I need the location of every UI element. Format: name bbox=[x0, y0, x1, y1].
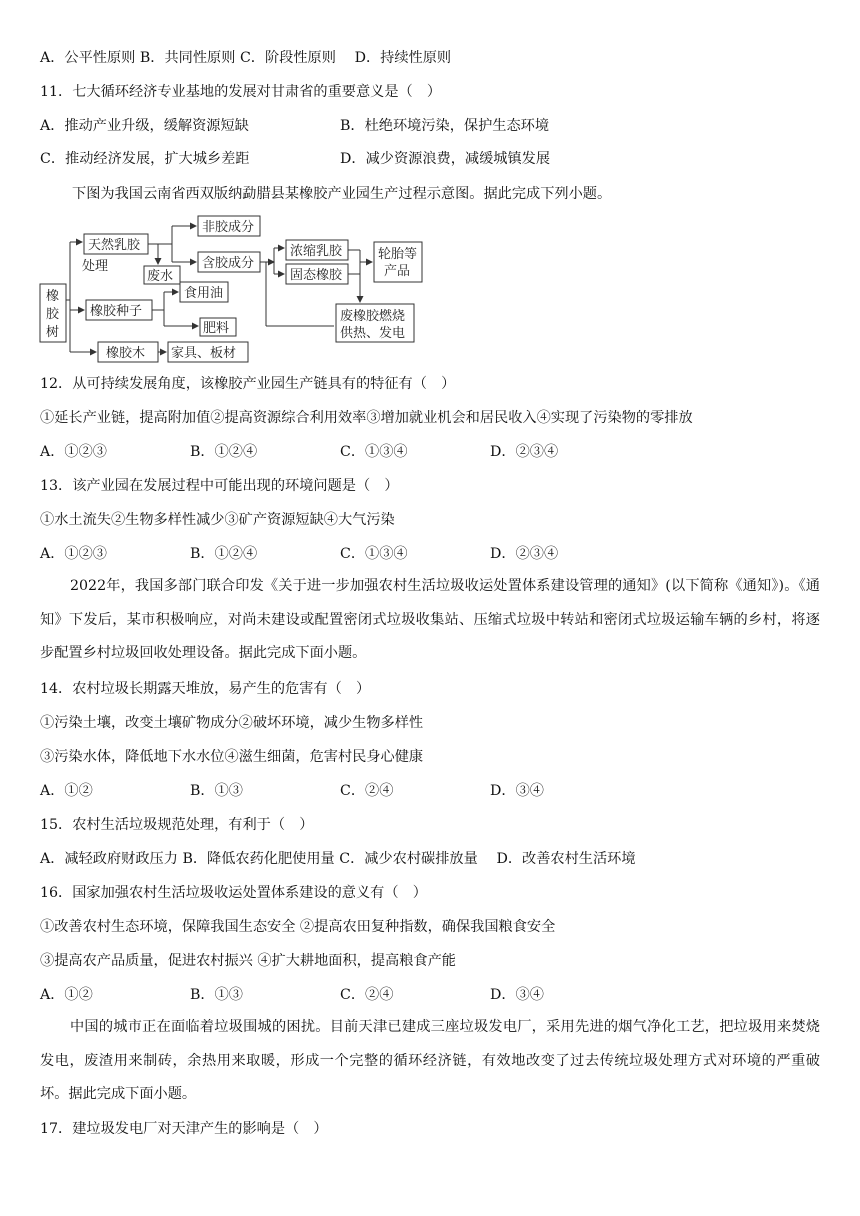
furniture-label: 家具、板材 bbox=[171, 346, 237, 361]
q14-option-d: D．③④ bbox=[490, 783, 544, 799]
intro-rural-waste: 2022年，我国多部门联合印发《关于进一步加强农村生活垃圾收运处置体系建设管理的通知》(以下简称《通知》)。《通知》下发后，某市积极响应，对尚未建设或配置密闭式垃圾收集站、压缩式垃圾中转站和密闭式垃圾运输车辆的乡村，将逐步配置乡村垃圾回收处理设备。据此完成下面小题。 bbox=[40, 578, 820, 661]
q14-option-c: C．②④ bbox=[340, 783, 394, 799]
q12-items: ①延长产业链，提高附加值②提高资源综合利用效率③增加就业机会和居民收入④实现了污染物的零排放 bbox=[40, 410, 693, 426]
rubber-wood-label: 橡胶木 bbox=[106, 346, 146, 361]
q16-option-b: B．①③ bbox=[190, 987, 243, 1003]
rubber-seed-label: 橡胶种子 bbox=[90, 304, 143, 319]
tree-char-2: 胶 bbox=[46, 307, 60, 322]
tire-label-2: 产品 bbox=[384, 264, 411, 279]
q15-options: A．减轻政府财政压力 B．降低农药化肥使用量 C．减少农村碳排放量 D．改善农村生活环境 bbox=[40, 851, 636, 867]
q11-option-d: D．减少资源浪费，减缓城镇发展 bbox=[340, 151, 551, 167]
q14-stem: 14．农村垃圾长期露天堆放，易产生的危害有（ ） bbox=[40, 681, 371, 697]
waste-burn-label-1: 废橡胶燃烧 bbox=[340, 309, 406, 324]
process-label: 处理 bbox=[82, 259, 109, 274]
q15-stem: 15．农村生活垃圾规范处理，有利于（ ） bbox=[40, 817, 314, 833]
intro-rubber-park: 下图为我国云南省西双版纳勐腊县某橡胶产业园生产过程示意图。据此完成下列小题。 bbox=[72, 186, 612, 202]
fertilizer-label: 肥料 bbox=[203, 321, 230, 336]
q16-option-d: D．③④ bbox=[490, 987, 544, 1003]
intro-tianjin-waste: 中国的城市正在面临着垃圾围城的困扰。目前天津已建成三座垃圾发电厂，采用先进的烟气净化工艺，把垃圾用来焚烧发电，废渣用来制砖，余热用来取暖，形成一个完整的循环经济链，有效地改变了过去传统垃圾处理方式对环境的严重破坏。据此完成下面小题。 bbox=[40, 1019, 820, 1102]
q16-option-a: A．①② bbox=[40, 987, 93, 1003]
q14-item-1: ①污染土壤，改变土壤矿物成分②破坏环境，减少生物多样性 bbox=[40, 715, 424, 731]
q11-option-c: C．推动经济发展，扩大城乡差距 bbox=[40, 151, 250, 167]
q10-options: A．公平性原则 B．共同性原则 C．阶段性原则 D．持续性原则 bbox=[40, 50, 452, 66]
q13-option-a: A．①②③ bbox=[40, 546, 107, 562]
q13-option-d: D．②③④ bbox=[490, 546, 559, 562]
tire-label-1: 轮胎等 bbox=[378, 247, 418, 262]
tree-char-3: 树 bbox=[46, 325, 60, 340]
q11-option-b: B．杜绝环境污染，保护生态环境 bbox=[340, 118, 550, 134]
q11-stem: 11．七大循环经济专业基地的发展对甘肃省的重要意义是（ ） bbox=[40, 84, 442, 100]
waste-water-label: 废水 bbox=[147, 269, 174, 284]
q13-stem: 13．该产业园在发展过程中可能出现的环境问题是（ ） bbox=[40, 478, 399, 494]
q16-stem: 16．国家加强农村生活垃圾收运处置体系建设的意义有（ ） bbox=[40, 885, 427, 901]
natural-latex-label: 天然乳胶 bbox=[88, 238, 141, 253]
non-rubber-label: 非胶成分 bbox=[202, 220, 255, 235]
q12-option-c: C．①③④ bbox=[340, 444, 408, 460]
q12-option-b: B．①②④ bbox=[190, 444, 258, 460]
q16-item-1: ①改善农村生态环境，保障我国生态安全 ②提高农田复种指数，确保我国粮食安全 bbox=[40, 919, 556, 935]
rubber-content-label: 含胶成分 bbox=[202, 256, 255, 271]
q13-option-b: B．①②④ bbox=[190, 546, 258, 562]
waste-burn-label-2: 供热、发电 bbox=[340, 326, 406, 341]
q13-option-c: C．①③④ bbox=[340, 546, 408, 562]
solid-rubber-label: 固态橡胶 bbox=[290, 268, 343, 283]
q14-option-a: A．①② bbox=[40, 783, 93, 799]
q12-stem: 12．从可持续发展角度，该橡胶产业园生产链具有的特征有（ ） bbox=[40, 376, 456, 392]
q16-item-2: ③提高农产品质量，促进农村振兴 ④扩大耕地面积，提高粮食产能 bbox=[40, 953, 456, 969]
q14-option-b: B．①③ bbox=[190, 783, 243, 799]
q12-option-d: D．②③④ bbox=[490, 444, 559, 460]
q14-item-2: ③污染水体，降低地下水水位④滋生细菌，危害村民身心健康 bbox=[40, 749, 424, 765]
q11-option-a: A．推动产业升级，缓解资源短缺 bbox=[40, 118, 249, 134]
q12-option-a: A．①②③ bbox=[40, 444, 107, 460]
tree-char-1: 橡 bbox=[46, 289, 60, 304]
rubber-process-diagram bbox=[38, 212, 428, 364]
concentrated-latex-label: 浓缩乳胶 bbox=[290, 244, 343, 259]
q16-option-c: C．②④ bbox=[340, 987, 394, 1003]
edible-oil-label: 食用油 bbox=[184, 286, 224, 301]
q17-stem: 17．建垃圾发电厂对天津产生的影响是（ ） bbox=[40, 1121, 328, 1137]
q13-items: ①水土流失②生物多样性减少③矿产资源短缺④大气污染 bbox=[40, 512, 395, 528]
